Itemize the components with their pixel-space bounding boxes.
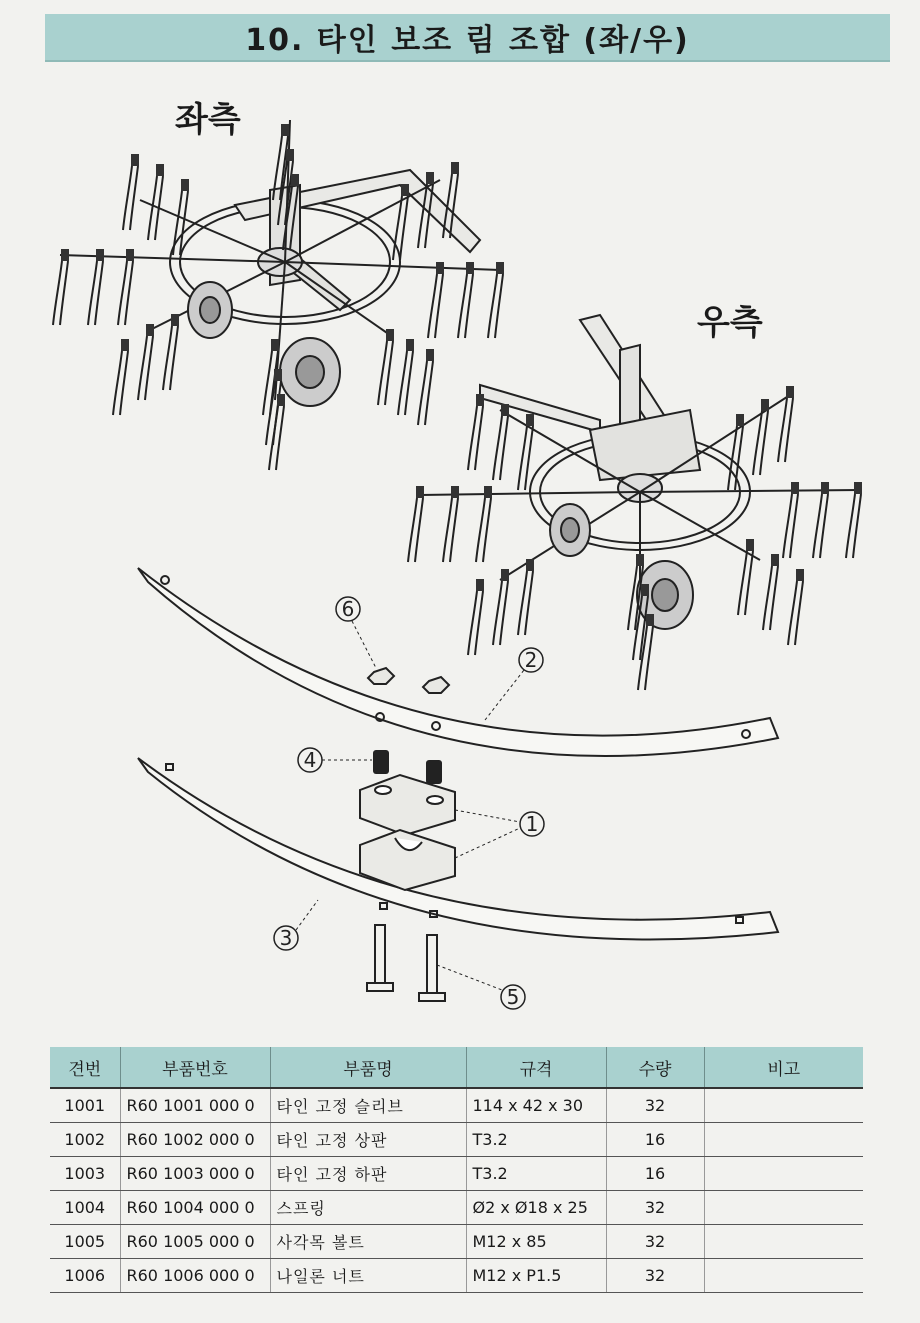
cell-no: 1001 — [50, 1088, 120, 1123]
cell-name: 타인 고정 상판 — [270, 1123, 466, 1157]
cell-spec: Ø2 x Ø18 x 25 — [466, 1191, 606, 1225]
cell-part: R60 1006 000 0 — [120, 1259, 270, 1293]
cell-name: 사각목 볼트 — [270, 1225, 466, 1259]
cell-qty: 16 — [606, 1123, 704, 1157]
cell-note — [704, 1157, 863, 1191]
callout-4-label: 4 — [303, 748, 317, 772]
table-row — [50, 1225, 863, 1259]
header-item-no: 견번 — [50, 1047, 120, 1088]
cell-name: 스프링 — [270, 1191, 466, 1225]
cell-qty: 16 — [606, 1157, 704, 1191]
callout-5-label: 5 — [506, 985, 520, 1009]
callout-2-label: 2 — [524, 648, 538, 672]
callout-1 — [455, 810, 544, 858]
lower-plate — [138, 758, 778, 940]
parts-table — [50, 1047, 863, 1293]
callout-1-label: 1 — [525, 812, 539, 836]
callout-4 — [298, 748, 372, 772]
left-tines — [53, 124, 504, 470]
cell-part: R60 1005 000 0 — [120, 1225, 270, 1259]
cell-note — [704, 1088, 863, 1123]
right-side-label: 우측 — [697, 303, 763, 343]
cell-qty: 32 — [606, 1259, 704, 1293]
table-row — [50, 1259, 863, 1293]
nuts — [368, 668, 449, 693]
table-header-row — [50, 1047, 863, 1088]
cell-spec: 114 x 42 x 30 — [466, 1088, 606, 1123]
cell-no: 1004 — [50, 1191, 120, 1225]
cell-name: 나일론 너트 — [270, 1259, 466, 1293]
cell-part: R60 1004 000 0 — [120, 1191, 270, 1225]
cell-spec: M12 x 85 — [466, 1225, 606, 1259]
cell-qty: 32 — [606, 1088, 704, 1123]
callout-6-label: 6 — [341, 597, 355, 621]
callout-3 — [274, 900, 318, 950]
left-side-label: 좌측 — [175, 100, 241, 140]
cell-spec: M12 x P1.5 — [466, 1259, 606, 1293]
header-note: 비고 — [704, 1047, 863, 1088]
cell-name: 타인 고정 슬리브 — [270, 1088, 466, 1123]
table-row — [50, 1123, 863, 1157]
header-part-number: 부품번호 — [120, 1047, 270, 1088]
cell-note — [704, 1123, 863, 1157]
callout-3-label: 3 — [279, 926, 293, 950]
cell-spec: T3.2 — [466, 1123, 606, 1157]
cell-qty: 32 — [606, 1191, 704, 1225]
table-row — [50, 1088, 863, 1123]
page-title: 10. 타인 보조 림 조합 (좌/우) — [45, 14, 890, 62]
cell-no: 1005 — [50, 1225, 120, 1259]
callout-2 — [485, 648, 543, 720]
header-spec: 규격 — [466, 1047, 606, 1088]
cell-no: 1003 — [50, 1157, 120, 1191]
cell-note — [704, 1191, 863, 1225]
cell-part: R60 1003 000 0 — [120, 1157, 270, 1191]
cell-qty: 32 — [606, 1225, 704, 1259]
header-part-name: 부품명 — [270, 1047, 466, 1088]
bolts — [367, 925, 445, 1001]
callout-5 — [437, 965, 525, 1009]
cell-name: 타인 고정 하판 — [270, 1157, 466, 1191]
sleeve-blocks — [360, 775, 455, 890]
cell-spec: T3.2 — [466, 1157, 606, 1191]
cell-part: R60 1001 000 0 — [120, 1088, 270, 1123]
table-row — [50, 1191, 863, 1225]
cell-no: 1006 — [50, 1259, 120, 1293]
callout-6 — [336, 597, 376, 668]
cell-part: R60 1002 000 0 — [120, 1123, 270, 1157]
cell-note — [704, 1225, 863, 1259]
header-qty: 수량 — [606, 1047, 704, 1088]
cell-note — [704, 1259, 863, 1293]
table-row — [50, 1157, 863, 1191]
cell-no: 1002 — [50, 1123, 120, 1157]
